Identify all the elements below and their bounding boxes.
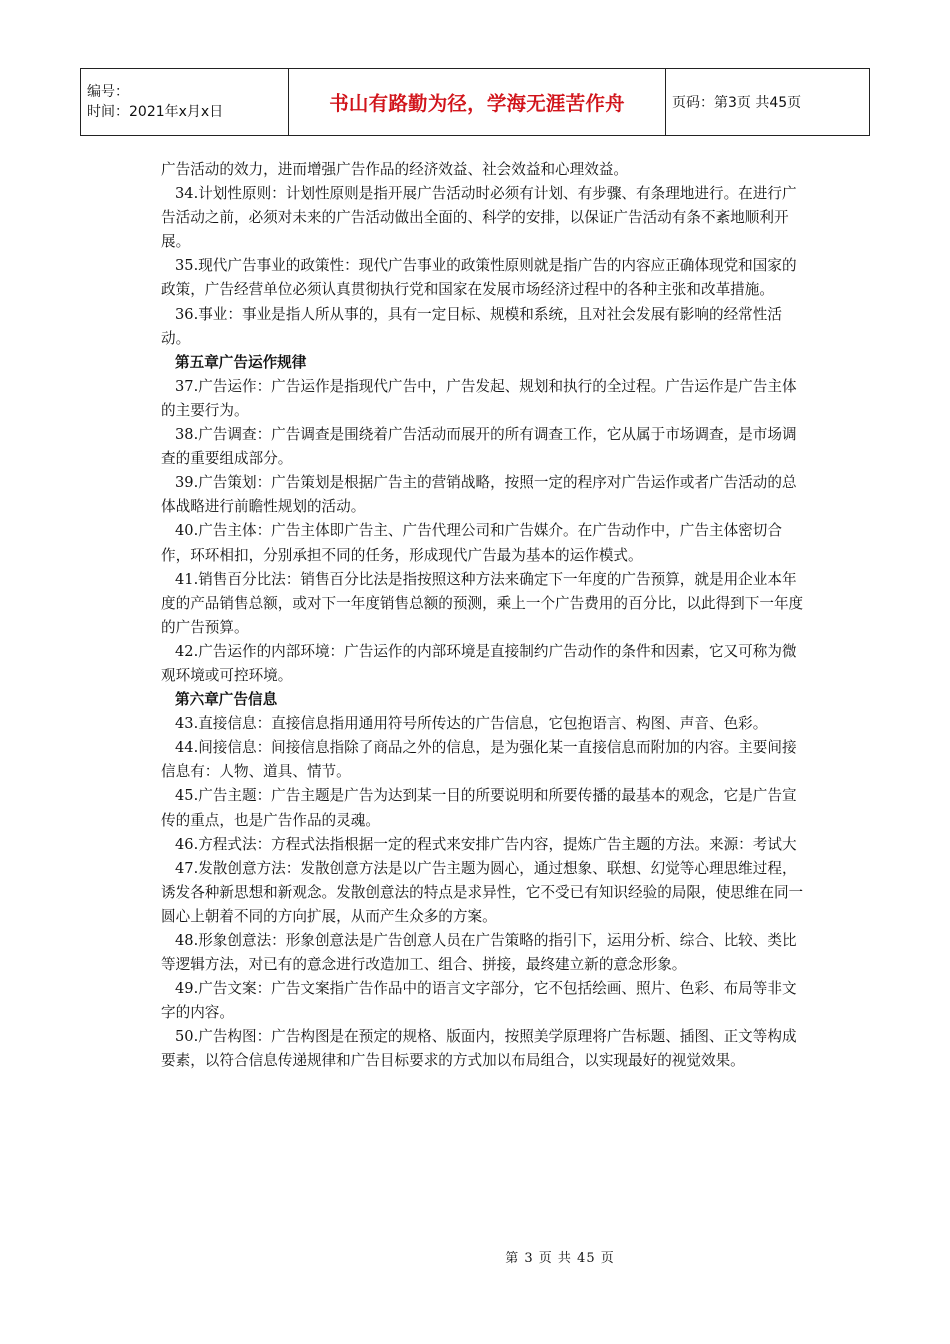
header-page-info: 页码：第3页 共45页 — [666, 69, 870, 136]
chapter-heading: 第五章广告运作规律 — [175, 353, 307, 371]
footer-page-number: 第 3 页 共 45 页 — [505, 1251, 615, 1266]
paragraph: 36.事业：事业是指人所从事的，具有一定目标、规模和系统，且对社会发展有影响的经常性活动。 — [161, 305, 782, 347]
header-table — [80, 68, 870, 136]
paragraph: 40.广告主体：广告主体即广告主、广告代理公司和广告媒介。在广告动作中，广告主体密切合作，环环相扣，分别承担不同的任务，形成现代广告最为基本的运作模式。 — [161, 522, 782, 564]
paragraph: 37.广告运作：广告运作是指现代广告中，广告发起、规划和执行的全过程。广告运作是广告主体的主要行为。 — [161, 377, 797, 419]
page-footer — [0, 1247, 950, 1266]
paragraph: 44.间接信息：间接信息指除了商品之外的信息，是为强化某一直接信息而附加的内容。主要间接信息有：人物、道具、情节。 — [161, 739, 797, 781]
paragraph: 39.广告策划：广告策划是根据广告主的营销战略，按照一定的程序对广告运作或者广告活动的总体战略进行前瞻性规划的活动。 — [161, 474, 797, 516]
paragraph: 43.直接信息：直接信息指用通用符号所传达的广告信息，它包抱语言、构图、声音、色彩。 — [175, 715, 768, 733]
paragraph: 47.发散创意方法：发散创意方法是以广告主题为圆心，通过想象、联想、幻觉等心理思维过程，诱发各种新思想和新观念。发散创意法的特点是求异性，它不受已有知识经验的局限，使思维在同一圆心上朝着不同的方向扩展，从而产生众多的方案。 — [161, 859, 804, 925]
paragraph: 48.形象创意法：形象创意法是广告创意人员在广告策略的指引下，运用分析、综合、比较、类比等逻辑方法，对已有的意念进行改造加工、组合、拼接，最终建立新的意念形象。 — [161, 932, 797, 974]
paragraph: 41.销售百分比法：销售百分比法是指按照这种方法来确定下一年度的广告预算，就是用企业本年度的产品销售总额，或对下一年度销售总额的预测，乘上一个广告费用的百分比，以此得到下一年度的广告预算。 — [161, 570, 804, 636]
header-motto: 书山有路勤为径，学海无涯苦作舟 — [289, 69, 666, 136]
header-meta-cell — [81, 69, 289, 136]
paragraph: 广告活动的效力，进而增强广告作品的经济效益、社会效益和心理效益。 — [161, 161, 629, 178]
paragraph: 46.方程式法：方程式法指根据一定的程式来安排广告内容，提炼广告主题的方法。来源：考试大 — [175, 835, 797, 853]
chapter-heading: 第六章广告信息 — [175, 691, 278, 709]
paragraph: 45.广告主题：广告主题是广告为达到某一目的所要说明和所要传播的最基本的观念，它是广告宣传的重点，也是广告作品的灵魂。 — [161, 787, 797, 829]
serial-label: 编号： — [87, 84, 129, 100]
paragraph: 35.现代广告事业的政策性：现代广告事业的政策性原则就是指广告的内容应正确体现党和国家的政策，广告经营单位必须认真贯彻执行党和国家在发展市场经济过程中的各种主张和改革措施。 — [161, 257, 797, 299]
paragraph: 50.广告构图：广告构图是在预定的规格、版面内，按照美学原理将广告标题、插图、正文等构成要素，以符合信息传递规律和广告目标要求的方式加以布局组合，以实现最好的视觉效果。 — [161, 1028, 797, 1070]
paragraph: 49.广告文案：广告文案指广告作品中的语言文字部分，它不包括绘画、照片、色彩、布局等非文字的内容。 — [161, 980, 797, 1022]
document-body — [161, 158, 811, 1074]
paragraph: 42.广告运作的内部环境：广告运作的内部环境是直接制约广告动作的条件和因素，它又可称为微观环境或可控环境。 — [161, 642, 797, 684]
date-line: 时间：2021年x月x日 — [87, 104, 224, 120]
paragraph: 38.广告调查：广告调查是围绕着广告活动而展开的所有调查工作，它从属于市场调查，是市场调查的重要组成部分。 — [161, 426, 797, 468]
paragraph: 34.计划性原则：计划性原则是指开展广告活动时必须有计划、有步骤、有条理地进行。在进行广告活动之前，必须对未来的广告活动做出全面的、科学的安排，以保证广告活动有条不紊地顺利开展。 — [161, 185, 797, 251]
